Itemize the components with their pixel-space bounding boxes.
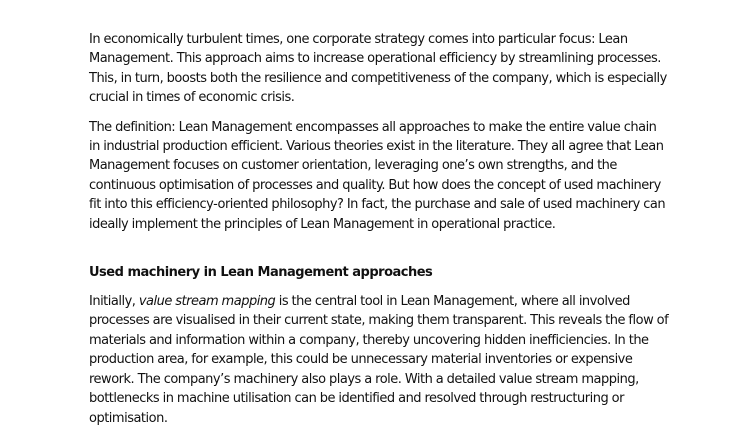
emphasized-term: value stream mapping: [138, 294, 276, 310]
value-stream-paragraph: [89, 292, 669, 428]
paragraph-body-text: is the central tool in Lean Management, where all involved processes are visualised in their current state, making them transparent. This reveals the flow of materials and information within a company, thereby uncovering hidden inefficiencies. In the production area, for example, this could be unnecessary material inventories or expensive rework. The company’s machinery also plays a role. With a detailed value stream mapping, bottlenecks in machine utilisation can be identified and resolved through restructuring or optimisation.: [89, 294, 669, 426]
section-heading: Used machinery in Lean Management approaches: [89, 265, 433, 281]
paragraph-lead-text: Initially,: [89, 294, 139, 310]
article-body: [89, 30, 669, 428]
intro-paragraph: In economically turbulent times, one corporate strategy comes into particular focus: Lean Management. This approach aims to increase operational efficiency by streamlining processes. This, in turn, boosts both the resilience and competitiveness of the company, which is especially crucial in times of economic crisis.: [89, 32, 667, 106]
definition-paragraph: The definition: Lean Management encompasses all approaches to make the entire value chain in industrial production efficient. Various theories exist in the literature. They all agree that Lean Management focuses on customer orientation, leveraging one’s own strengths, and the continuous optimisation of processes and quality. But how does the concept of used machinery fit into this efficiency-oriented philosophy? In fact, the purchase and sale of used machinery can ideally implement the principles of Lean Management in operational practice.: [89, 119, 666, 232]
